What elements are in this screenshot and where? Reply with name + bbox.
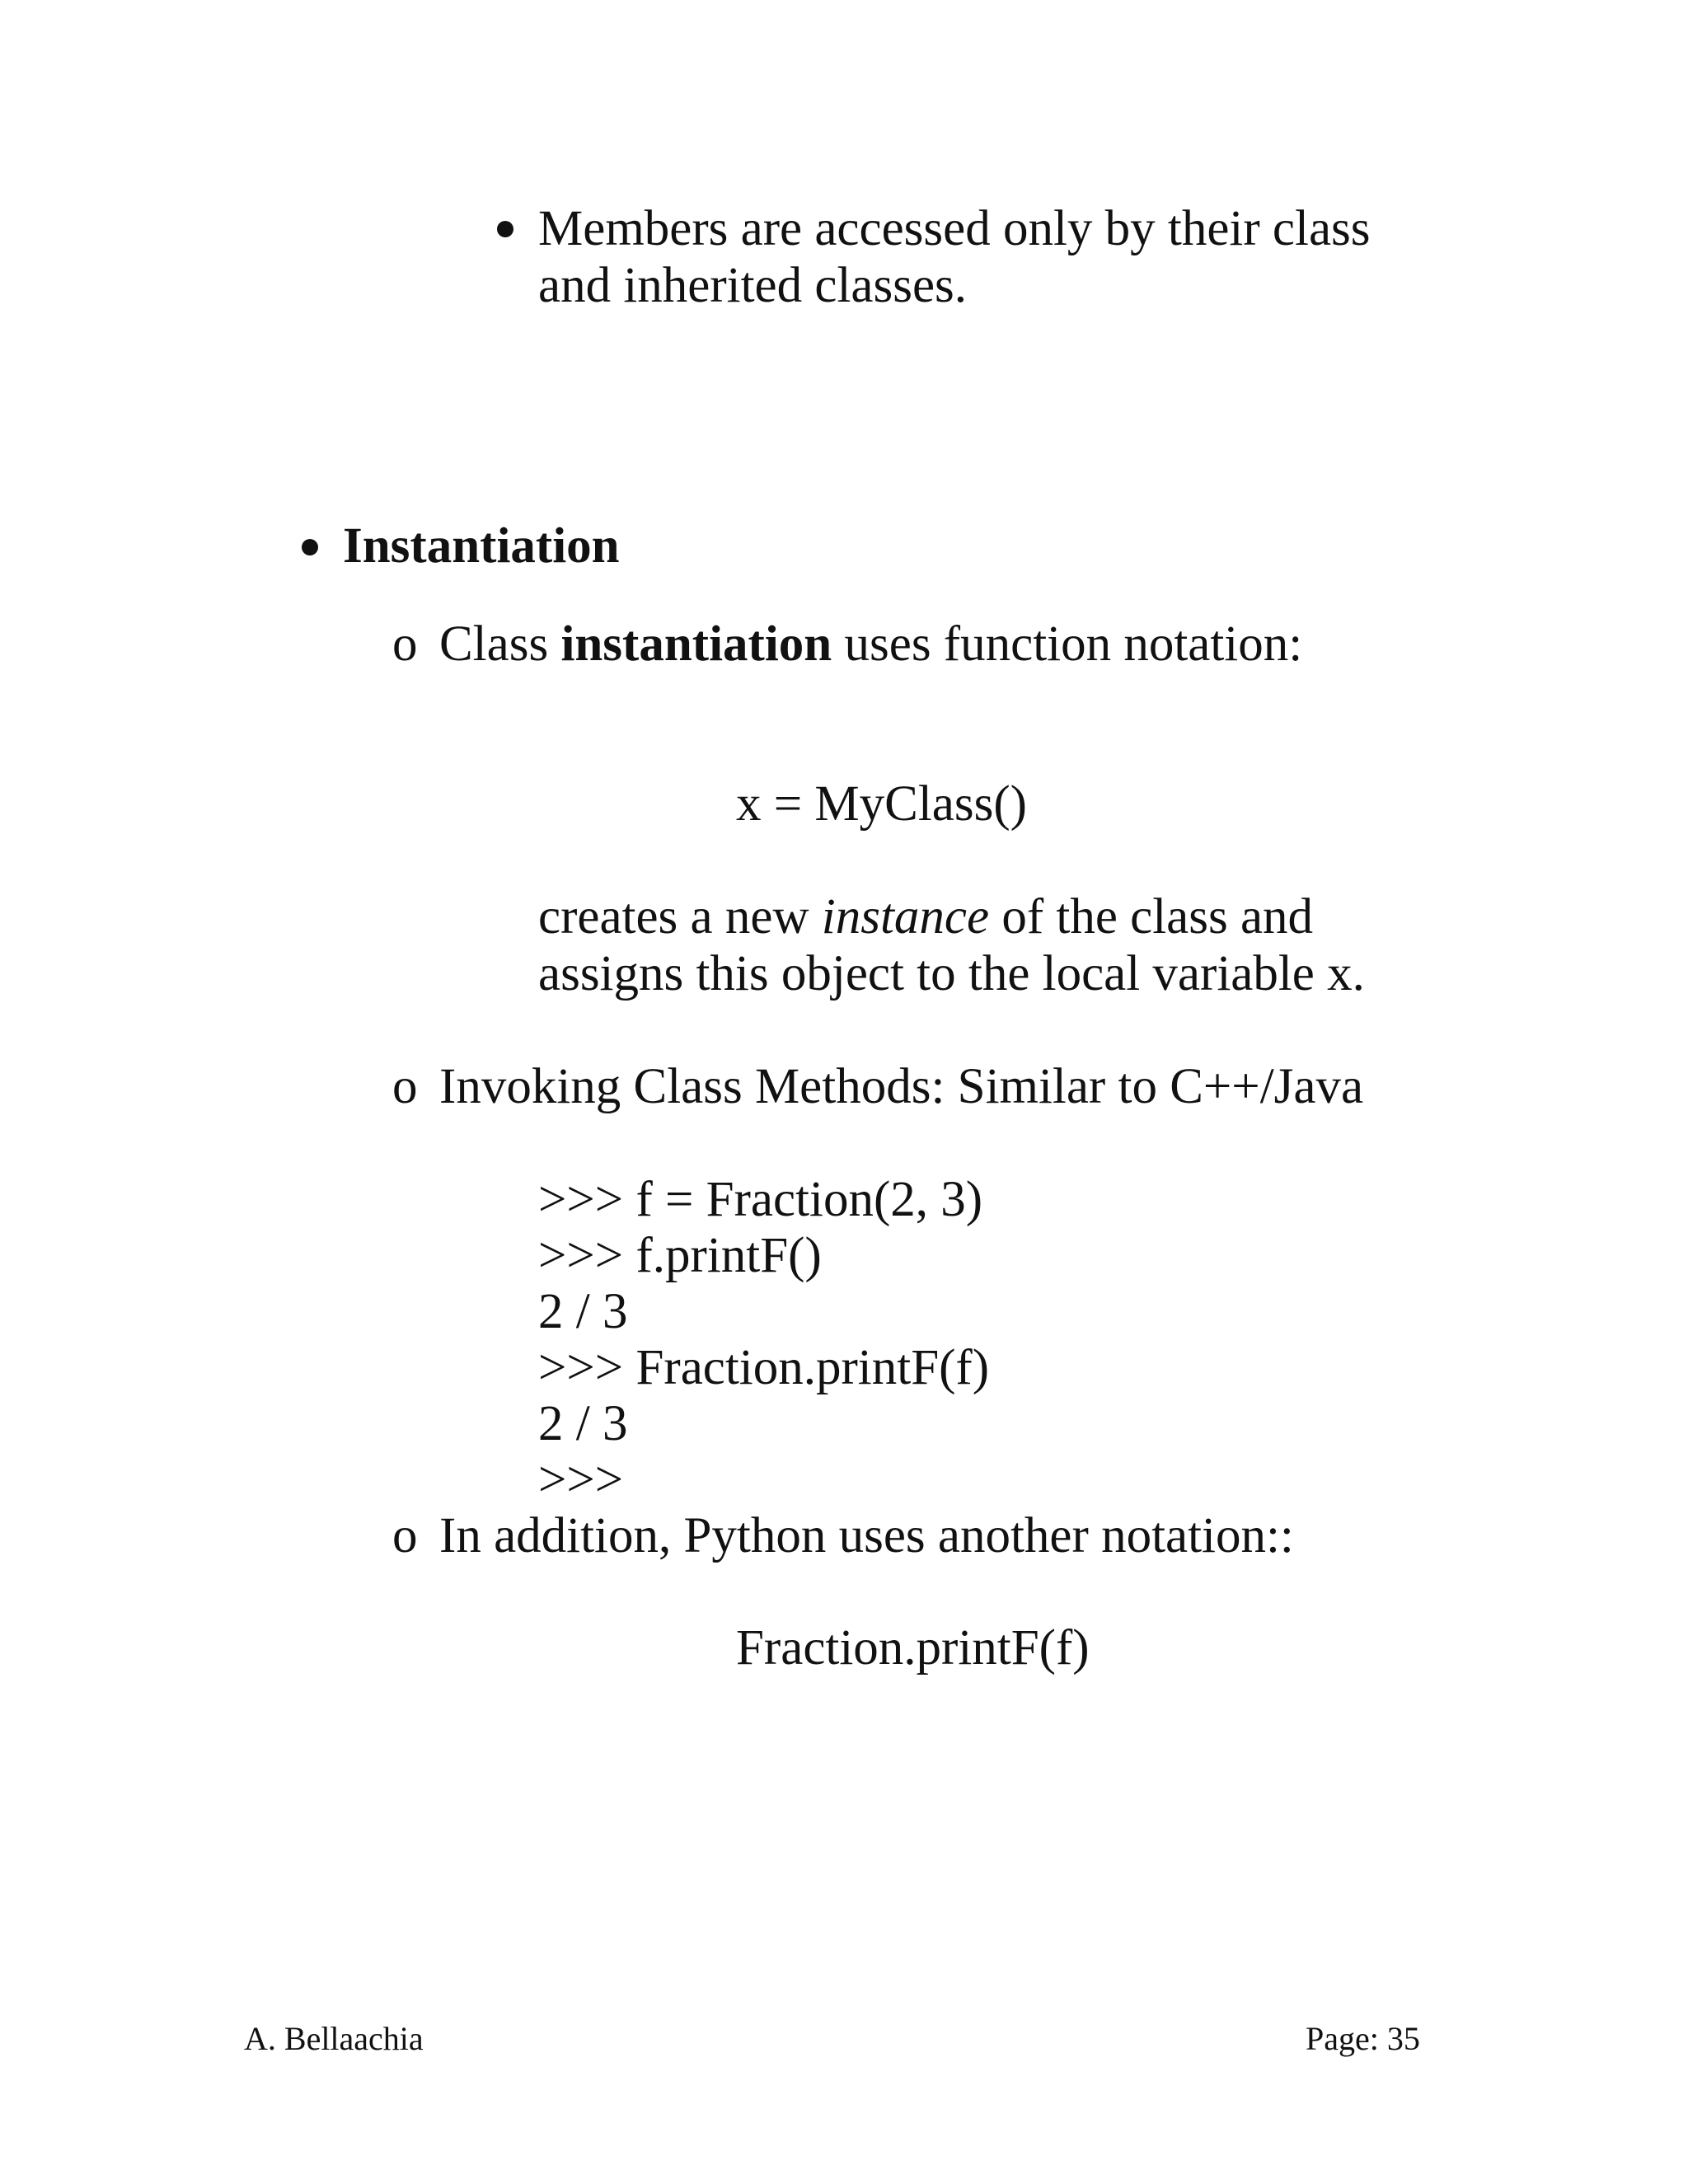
session-line: >>> bbox=[538, 1452, 624, 1507]
sub-item-another-notation: In addition, Python uses another notation:: bbox=[439, 1508, 1294, 1563]
session-line: 2 / 3 bbox=[538, 1396, 628, 1451]
session-line: >>> f = Fraction(2, 3) bbox=[538, 1172, 983, 1227]
explanation-italic-term: instance bbox=[821, 889, 990, 944]
explanation-suffix: of the class and bbox=[989, 889, 1314, 944]
bullet-marker bbox=[497, 221, 513, 237]
sub-bullet-marker-1: o bbox=[392, 616, 418, 672]
top-bullet-line-1: Members are accessed only by their class bbox=[538, 201, 1371, 256]
explanation-line-2: assigns this object to the local variable x. bbox=[538, 946, 1365, 1001]
section-bullet-marker bbox=[302, 539, 318, 555]
sub-bullet-marker-3: o bbox=[392, 1508, 418, 1563]
sub-item-bold-term: instantiation bbox=[560, 616, 832, 672]
top-bullet-line-2: and inherited classes. bbox=[538, 258, 968, 313]
session-line: 2 / 3 bbox=[538, 1284, 628, 1339]
footer-author: A. Bellaachia bbox=[244, 2020, 424, 2057]
section-heading: Instantiation bbox=[343, 518, 620, 574]
alt-notation-code: Fraction.printF(f) bbox=[736, 1620, 1090, 1675]
explanation-prefix: creates a new bbox=[538, 889, 822, 944]
session-line: >>> Fraction.printF(f) bbox=[538, 1340, 990, 1395]
sub-item-prefix: Class bbox=[439, 616, 561, 672]
sub-item-invoking-methods: Invoking Class Methods: Similar to C++/Java bbox=[439, 1059, 1364, 1114]
explanation-line-1 bbox=[538, 888, 1313, 946]
sub-item-instantiation bbox=[439, 616, 1302, 673]
code-example: x = MyClass() bbox=[736, 776, 1027, 832]
sub-item-suffix: uses function notation: bbox=[832, 616, 1303, 672]
sub-bullet-marker-2: o bbox=[392, 1059, 418, 1114]
footer-page-number: Page: 35 bbox=[1306, 2020, 1420, 2057]
session-line: >>> f.printF() bbox=[538, 1228, 822, 1283]
